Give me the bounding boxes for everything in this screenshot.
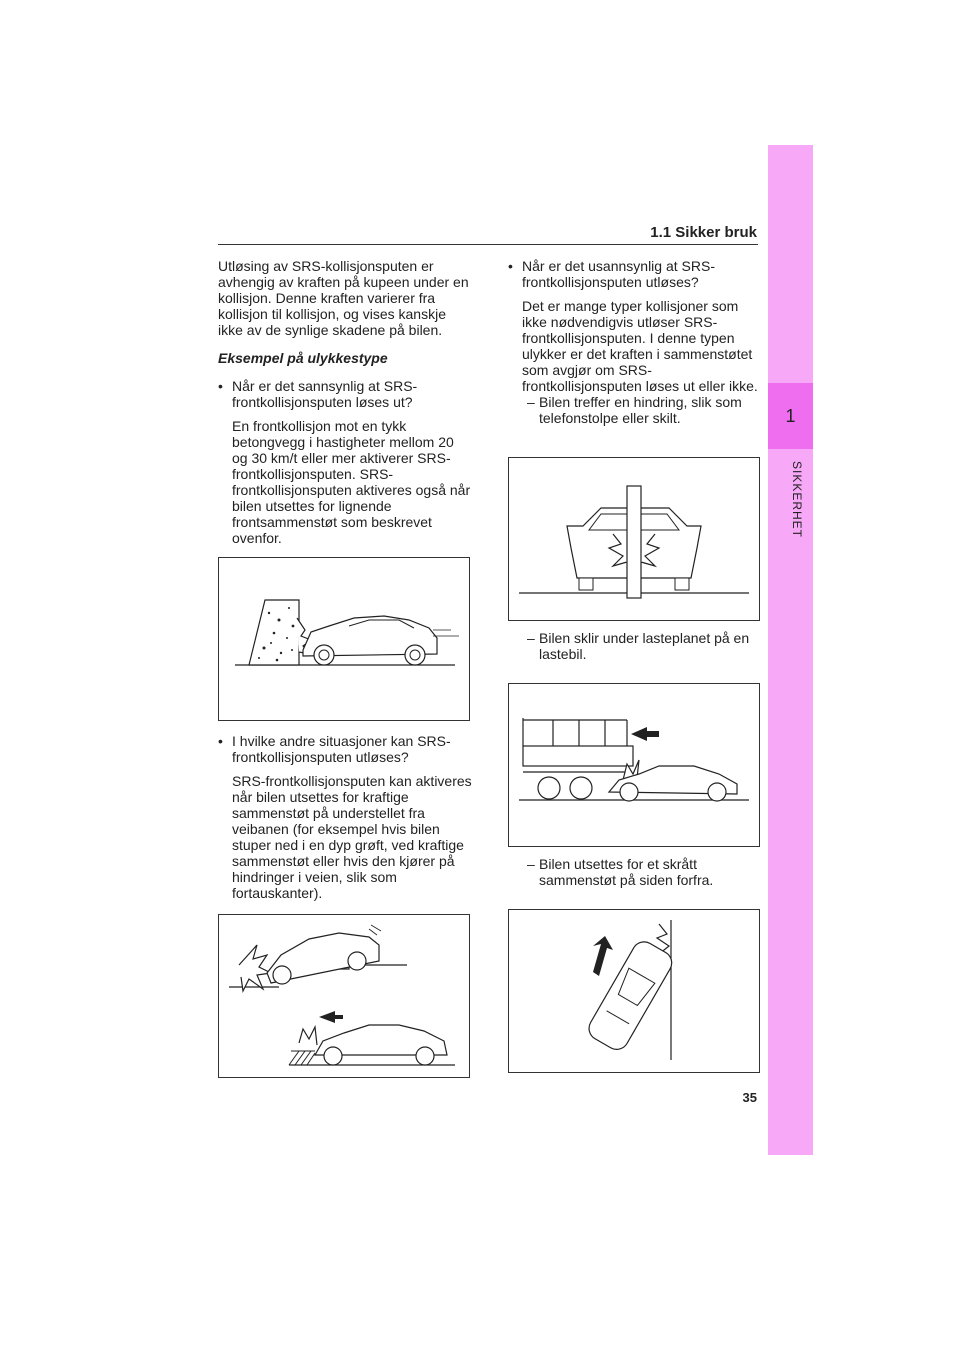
question-2: I hvilke andre situasjoner kan SRS-frontkollisjonsputen utløses? xyxy=(232,733,451,765)
pole-collision-illustration xyxy=(509,458,759,620)
figure-wall-collision xyxy=(218,557,470,721)
section-header: 1.1 Sikker bruk xyxy=(650,224,757,241)
left-column-top xyxy=(218,258,473,546)
right-column-mid xyxy=(508,630,758,662)
right-column-top xyxy=(508,258,758,426)
intro-paragraph: Utløsing av SRS-kollisjonsputen er avhengig av kraften på kupeen under en kollisjon. Denne kraften varierer fra kollisjon til kollisjon, og vises kanskje ikke av de synlige skadene på bilen. xyxy=(218,258,469,338)
left-column-bottom xyxy=(218,733,473,901)
oblique-collision-illustration xyxy=(509,910,759,1072)
undercarriage-impact-illustration xyxy=(219,915,469,1077)
bullet-item-1 xyxy=(218,378,473,546)
wall-collision-illustration xyxy=(219,558,469,720)
dash-symbol: – xyxy=(527,394,535,410)
dash-symbol: – xyxy=(527,856,535,872)
figure-truck-underride xyxy=(508,683,760,847)
answer-2: SRS-frontkollisjonsputen kan aktiveres når bilen utsettes for kraftige sammenstøt på understellet fra veibanen (for eksempel hvis bilen stuper ned i en dyp grøft, ved kraftige sammenstøt eller hvis den kjører på hindringer i veien, slik som fortauskanter). xyxy=(232,773,472,901)
figure-oblique-collision xyxy=(508,909,760,1073)
bullet-item-3 xyxy=(508,258,758,394)
dash-text-2: Bilen sklir under lasteplanet på en lastebil. xyxy=(539,630,750,662)
dash-text-1: Bilen treffer en hindring, slik som telefonstolpe eller skilt. xyxy=(539,394,742,426)
chapter-side-tab[interactable] xyxy=(768,145,813,1155)
answer-3: Det er mange typer kollisjoner som ikke nødvendigvis utløser SRS-frontkollisjonsputen. I denne typen ulykker er det kraften i sammenstøtet som avgjør om SRS-frontkollisjonsputen løses ut eller ikke. xyxy=(522,298,758,394)
figure-undercarriage-impact xyxy=(218,914,470,1078)
truck-underride-illustration xyxy=(509,684,759,846)
right-column-bottom xyxy=(508,856,758,888)
chapter-label: SIKKERHET xyxy=(790,461,804,539)
subheading: Eksempel på ulykkestype xyxy=(218,350,388,366)
chapter-number: 1 xyxy=(768,383,813,449)
bullet-symbol: • xyxy=(218,378,223,394)
dash-symbol: – xyxy=(527,630,535,646)
bullet-item-2 xyxy=(218,733,473,901)
bullet-symbol: • xyxy=(508,258,513,274)
answer-1: En frontkollisjon mot en tykk betongvegg i hastigheter mellom 20 og 30 km/t eller mer aktiverer SRS-frontkollisjonsputen. SRS-frontkollisjonsputen aktiveres også når bilen utsettes for lignende frontsammenstøt som beskrevet ovenfor. xyxy=(232,418,471,546)
dash-item-2 xyxy=(508,630,758,662)
dash-item-1 xyxy=(508,394,758,426)
question-3: Når er det usannsynlig at SRS-frontkollisjonsputen utløses? xyxy=(522,258,715,290)
dash-text-3: Bilen utsettes for et skrått sammenstøt på siden forfra. xyxy=(539,856,714,888)
question-1: Når er det sannsynlig at SRS-frontkollisjonsputen løses ut? xyxy=(232,378,418,410)
dash-item-3 xyxy=(508,856,758,888)
figure-pole-collision xyxy=(508,457,760,621)
bullet-symbol: • xyxy=(218,733,223,749)
page-number: 35 xyxy=(742,1090,757,1105)
header-rule xyxy=(218,244,758,245)
